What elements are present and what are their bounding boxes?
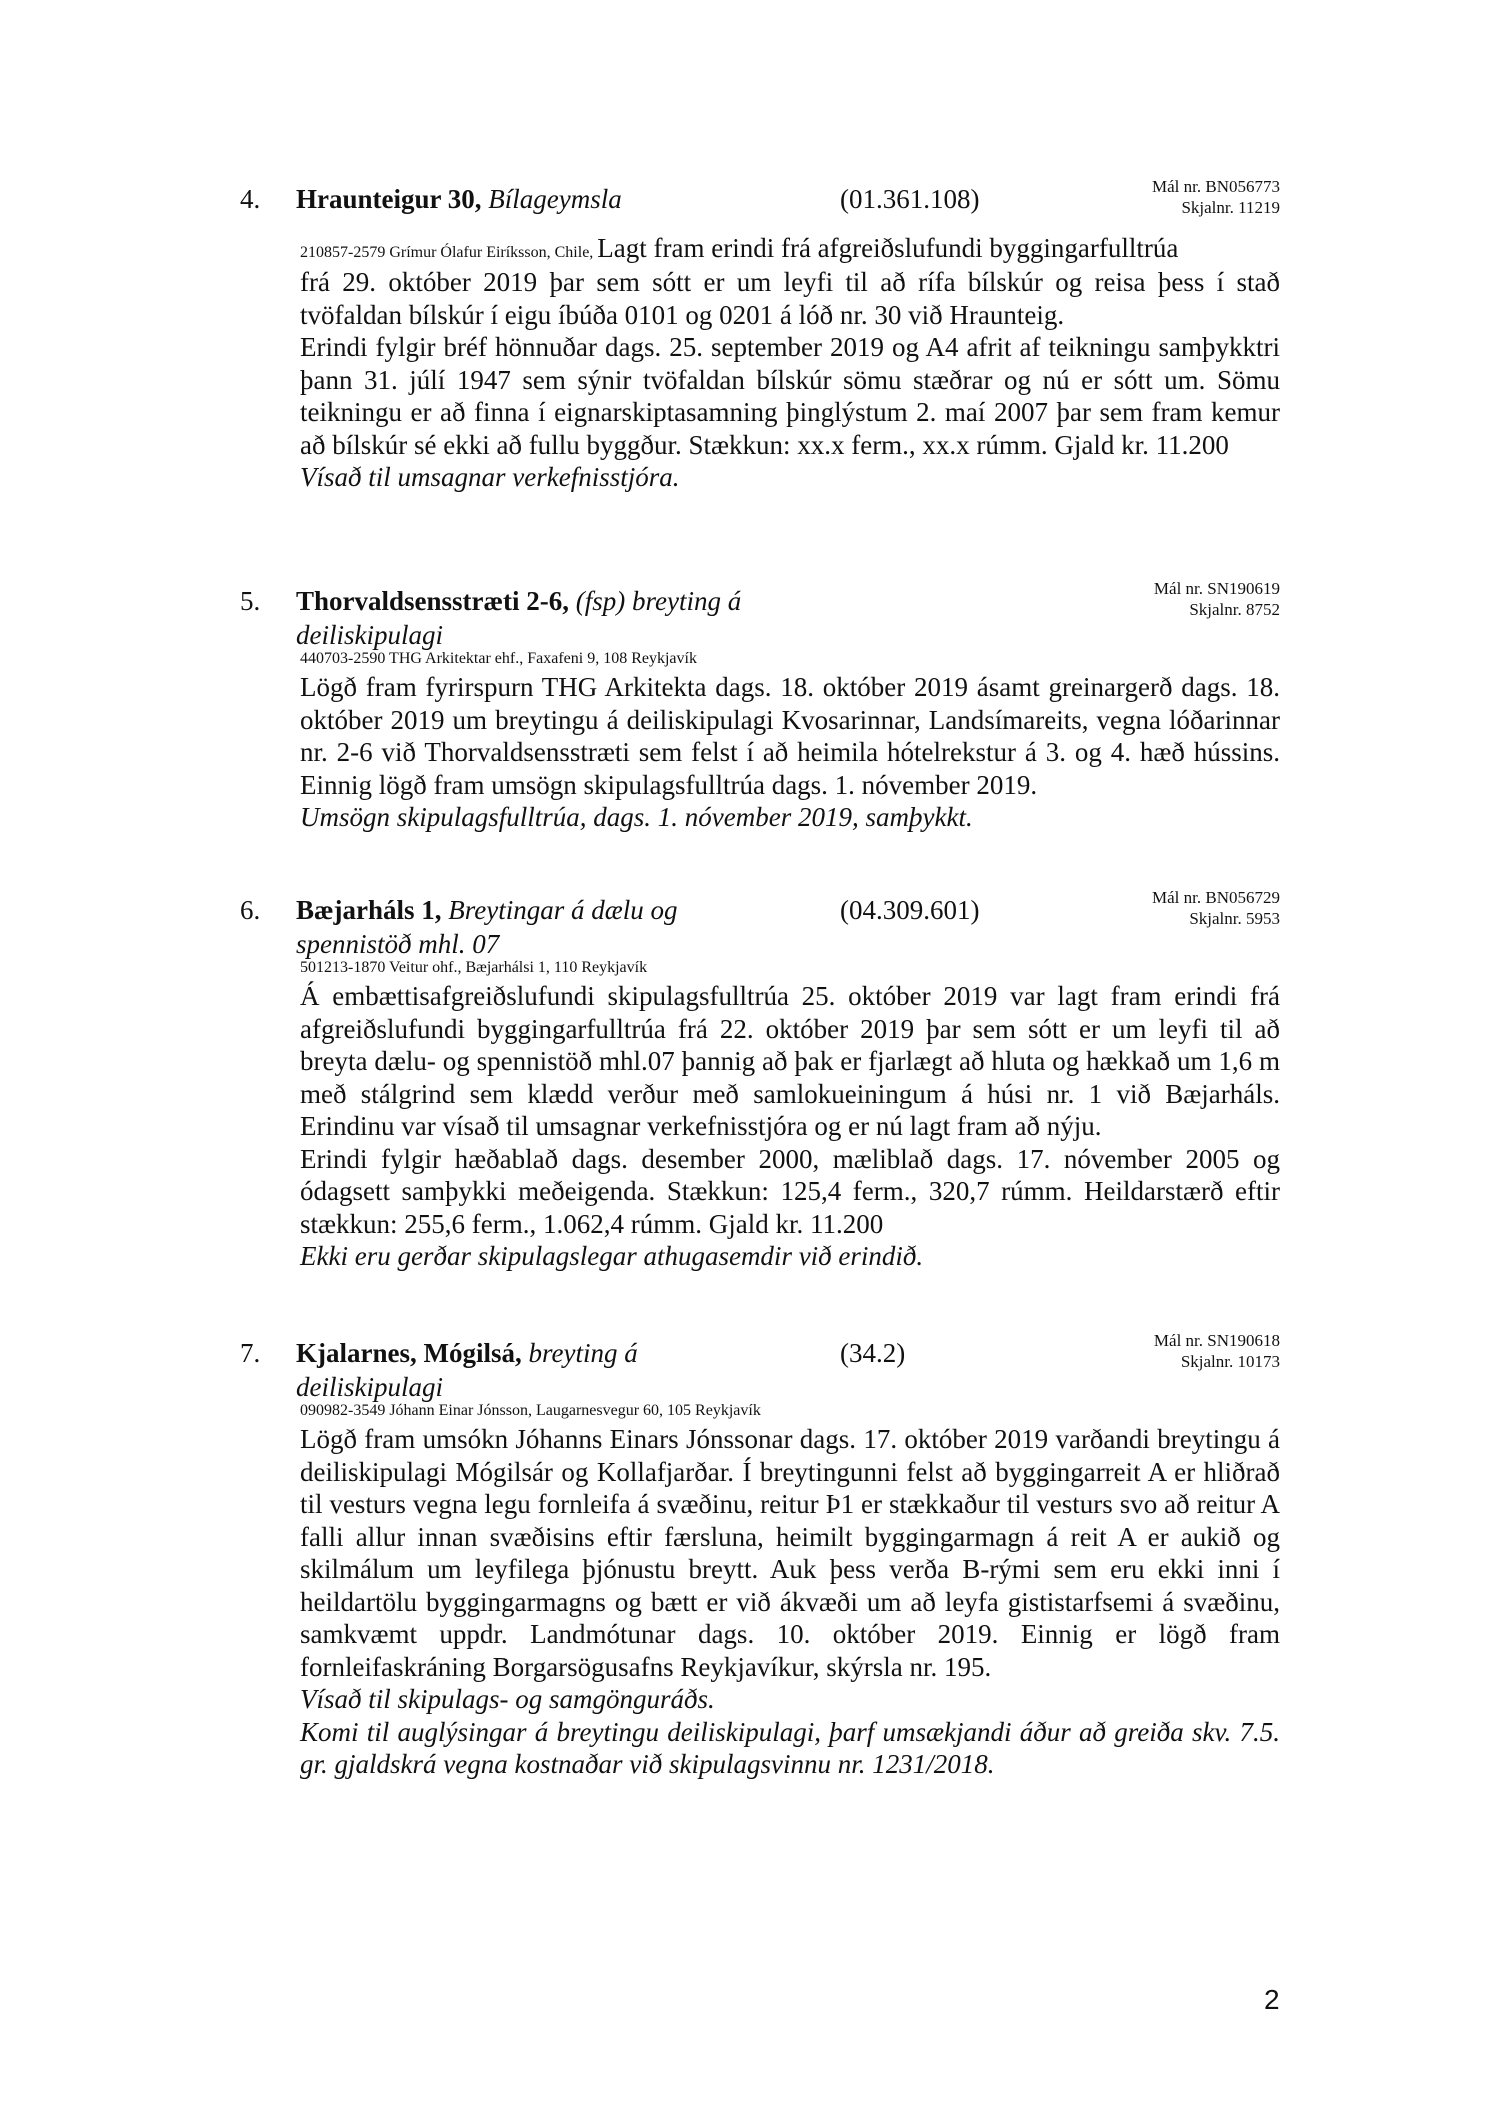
item-land-code: (01.361.108) [840,184,980,214]
item-conclusion: Vísað til skipulags- og samgönguráðs. [300,1684,715,1714]
item-number: 7. [240,1338,261,1368]
item-number: 5. [240,586,261,616]
item-street: Bæjarháls 1, [296,895,442,925]
item-applicant [300,233,1179,264]
item-street: Kjalarnes, Mógilsá, [296,1338,522,1368]
item-description-cont: spennistöð mhl. 07 [296,929,500,959]
document-number: Skjalnr. 11219 [1181,198,1280,217]
item-reference [1154,578,1280,620]
case-number: Mál nr. SN190619 [1153,579,1280,598]
item-description: Bílageymsla [488,184,622,214]
item-number: 4. [240,184,261,214]
item-reference [1154,1330,1280,1372]
applicant-name: 090982-3549 Jóhann Einar Jónsson, Laugarnesvegur 60, 105 Reykjavík [300,1402,761,1419]
page-number: 2 [1264,1984,1280,2015]
item-land-code: (34.2) [840,1338,906,1368]
applicant-name: 501213-1870 Veitur ohf., Bæjarhálsi 1, 110 Reykjavík [300,959,648,976]
item-land-code: (04.309.601) [840,895,980,925]
item-body [300,980,1280,1273]
case-number: Mál nr. BN056773 [1152,177,1280,196]
item-body [300,266,1280,494]
item-applicant [300,957,647,979]
body-paragraph: Lögð fram fyrirspurn THG Arkitekta dags. 18. október 2019 ásamt greinargerð dags. 18. október 2019 um breytingu á deiliskipulagi Kvosarinnar, Landsímareits, vegna lóðarinnar nr. 2-6 við Thorvaldsensstræti sem felst í að heimila hótelrekstur á 3. og 4. hæð hússins. Einnig lögð fram umsögn skipulagsfulltrúa dags. 1. nóvember 2019. [300,672,1280,800]
item-description-cont: deiliskipulagi [296,1372,443,1402]
document-number: Skjalnr. 5953 [1189,909,1280,928]
item-conclusion: Ekki eru gerðar skipulagslegar athugasemdir við erindið. [300,1241,924,1271]
case-number: Mál nr. SN190618 [1153,1331,1280,1350]
item-reference [1152,887,1280,929]
document-number: Skjalnr. 10173 [1180,1352,1280,1371]
body-paragraph: Erindi fylgir hæðablað dags. desember 2000, mæliblað dags. 17. nóvember 2005 og ódagsett samþykki meðeigenda. Stækkun: 125,4 ferm., 320,7 rúmm. Heildarstærð eftir stækkun: 255,6 ferm., 1.062,4 rúmm. Gjald kr. 11.200 [300,1143,1280,1239]
item-description: breyting á [528,1338,638,1368]
item-heading [296,584,741,652]
item-street: Hraunteigur 30, [296,184,482,214]
item-reference [1152,176,1280,218]
applicant-name: 210857-2579 Grímur Ólafur Eiríksson, Chile, [300,244,594,261]
document-number: Skjalnr. 8752 [1189,600,1280,619]
item-heading [296,1336,638,1404]
body-paragraph: Á embættisafgreiðslufundi skipulagsfulltrúa 25. október 2019 var lagt fram erindi frá afgreiðslufundi byggingarfulltrúa frá 22. október 2019 þar sem sótt er um leyfi til að breyta dælu- og spennistöð mhl.07 þannig að þak er fjarlægt að hluta og hækkað um 1,6 m með stálgrind sem klædd verður með samlokueiningum á húsi nr. 1 við Bæjarháls. Erindinu var vísað til umsagnar verkefnisstjóra og er nú lagt fram að nýju. [300,981,1280,1141]
item-applicant [300,1400,761,1422]
item-description: Breytingar á dælu og [448,895,678,925]
item-heading [296,893,678,961]
case-number: Mál nr. BN056729 [1152,888,1280,907]
body-paragraph: frá 29. október 2019 þar sem sótt er um leyfi til að rífa bílskúr og reisa þess í stað tvöfaldan bílskúr í eigu íbúða 0101 og 0201 á lóð nr. 30 við Hraunteig. [300,267,1280,330]
item-conclusion: Vísað til umsagnar verkefnisstjóra. [300,462,680,492]
item-conclusion: Umsögn skipulagsfulltrúa, dags. 1. nóvember 2019, samþykkt. [300,802,973,832]
item-body [300,1423,1280,1781]
body-paragraph: Erindi fylgir bréf hönnuðar dags. 25. september 2019 og A4 afrit af teikningu samþykktri þann 31. júlí 1947 sem sýnir tvöfaldan bílskúr sömu stæðrar og nú er sótt um. Sömu teikningu er að finna í eignarskiptasamning þinglýstum 2. maí 2007 þar sem fram kemur að bílskúr sé ekki að fullu byggður. Stækkun: xx.x ferm., xx.x rúmm. Gjald kr. 11.200 [300,332,1280,460]
item-street: Thorvaldsensstræti 2-6, [296,586,570,616]
item-body [300,671,1280,834]
item-applicant [300,648,697,670]
item-conclusion: Komi til auglýsingar á breytingu deiliskipulagi, þarf umsækjandi áður að greiða skv. 7.5. gr. gjaldskrá vegna kostnaðar við skipulagsvinnu nr. 1231/2018. [300,1716,1280,1779]
item-heading [296,182,622,216]
item-description: (fsp) breyting á [575,586,742,616]
item-description-cont: deiliskipulagi [296,620,443,650]
item-number: 6. [240,895,261,925]
applicant-name: 440703-2590 THG Arkitektar ehf., Faxafeni 9, 108 Reykjavík [300,650,697,667]
applicant-inline-text: Lagt fram erindi frá afgreiðslufundi byggingarfulltrúa [597,233,1179,263]
body-paragraph: Lögð fram umsókn Jóhanns Einars Jónssonar dags. 17. október 2019 varðandi breytingu á deiliskipulagi Mógilsár og Kollafjarðar. Í breytingunni felst að byggingarreit A er hliðrað til vesturs vegna legu fornleifa á svæðinu, reitur Þ1 er stækkaður til vesturs svo að reitur A falli allur innan svæðisins eftir færsluna, heimilt byggingarmagn á reit A er aukið og skilmálum um leyfilega þjónustu breytt. Auk þess verða B-rými sem eru ekki inni í heildartölu byggingarmagns og bætt er við ákvæði um að leyfa gististarfsemi á svæðinu, samkvæmt uppdr. Landmótunar dags. 10. október 2019. Einnig er lögð fram fornleifaskráning Borgarsögusafns Reykjavíkur, skýrsla nr. 195. [300,1424,1280,1682]
